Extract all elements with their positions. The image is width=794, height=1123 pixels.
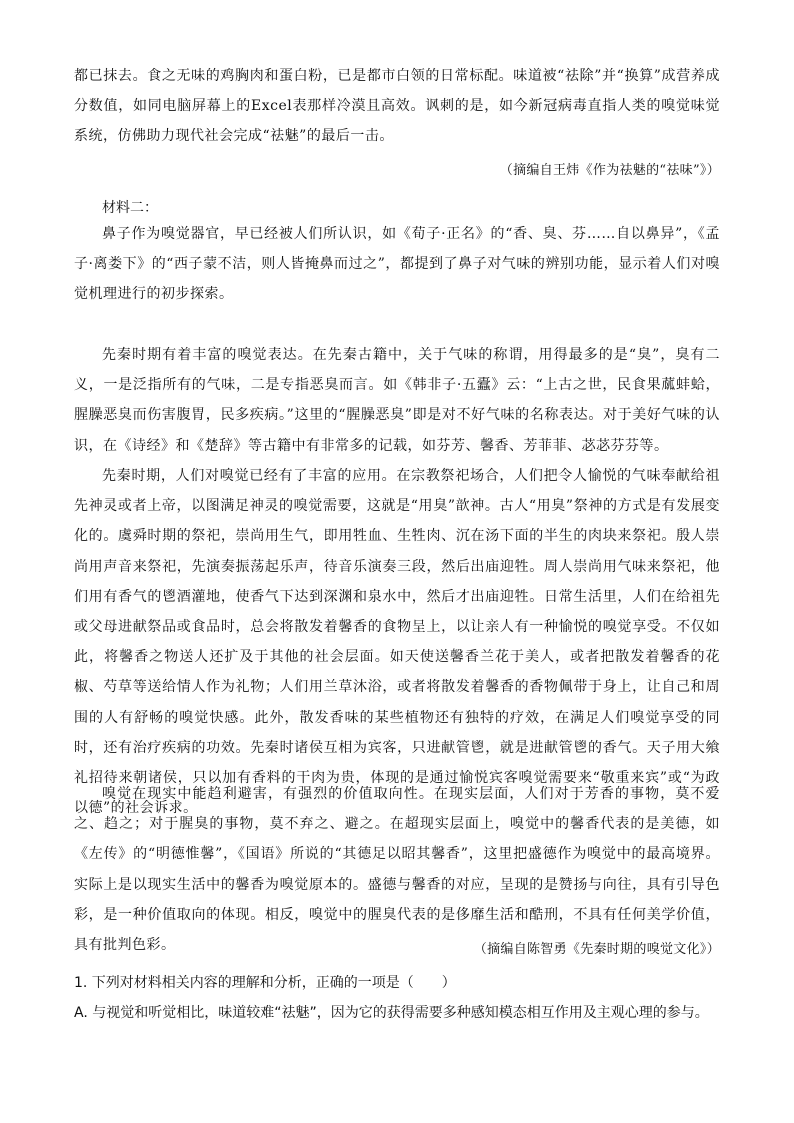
- paragraph-expression: 先秦时期有着丰富的嗅觉表达。在先秦古籍中，关于气味的称谓，用得最多的是“臭”，臭有二义，一是泛指所有的气味，二是专指恶臭而言。如《韩非子·五蠹》云：“上古之世，民食果蓏蚌蛤，腥臊恶臭而伤害腹胃，民多疾病。”这里的“腥臊恶臭”即是对不好气味的名称表达。对于美好气味的认识，在《诗经》和《楚辞》等古籍中有非常多的记载，如芬芳、馨香、芳菲菲、苾苾芬芬等。: [74, 347, 720, 454]
- paragraph-nose: 鼻子作为嗅觉器官，早已经被人们所认识，如《荀子·正名》的“香、臭、芬……自以鼻异”，《孟子·离娄下》的“西子蒙不洁，则人皆掩鼻而过之”，都提到了鼻子对气味的辨别功能，显示着人们对嗅觉机理进行的初步探索。: [74, 226, 720, 303]
- material-two-label: 材料二：: [102, 200, 158, 216]
- source-citation-two: （摘编自陈智勇《先秦时期的嗅觉文化》）: [473, 942, 720, 957]
- question-option-a: A. 与视觉和听觉相比，味道较难“祛魅”，因为它的获得需要多种感知模态相互作用及主观心理的参与。: [74, 1005, 709, 1021]
- source-citation-one: （摘编自王炜《作为祛魅的“祛味”》）: [499, 163, 720, 178]
- paragraph-application: 先秦时期，人们对嗅觉已经有了丰富的应用。在宗教祭祀场合，人们把令人愉悦的气味奉献给祖先神灵或者上帝，以图满足神灵的嗅觉需要，这就是“用臭”歆神。古人“用臭”祭神的方式是有发展变化的。虞舜时期的祭祀，崇尚用生气，即用牲血、生牲肉、沉在汤下面的半生的肉块来祭祀。殷人崇尚用声音来祭祀，先演奏振荡起乐声，待音乐演奏三段，然后出庙迎牲。周人崇尚用气味来祭祀，他们用有香气的鬯酒灌地，使香气下达到深渊和泉水中，然后才出庙迎牲。日常生活里，人们在给祖先或父母进献祭品或食品时，总会将散发着馨香的食物呈上，以让亲人有一种愉悦的嗅觉享受。不仅如此，将馨香之物送人还扩及于其他的社会层面。如天使送馨香兰花于美人，或者把散发着馨香的花椒、芍草等送给情人作为礼物；人们用兰草沐浴，或者将散发着馨香的香物佩带于身上，让自己和周围的人有舒畅的嗅觉快感。此外，散发香味的某些植物还有独特的疗效，在满足人们嗅觉享受的同时，还有治疗疾病的功效。先秦时诸侯互相为宾客，只进献管鬯，就是进献管鬯的香气。天子用大飨礼招待来朝诸侯，只以加有香料的干肉为贵，体现的是通过愉悦宾客嗅觉需要来“敬重来宾”或“为政以德”的社会诉求。: [74, 468, 720, 817]
- question-stem: 1. 下列对材料相关内容的理解和分析，正确的一项是（ ）: [74, 975, 456, 991]
- paragraph-value: 嗅觉在现实中能趋利避害，有强烈的价值取向性。在现实层面，人们对于芳香的事物，莫不爱之、趋之；对于腥臭的事物，莫不弃之、避之。在超现实层面上，嗅觉中的馨香代表的是美德，如《左传》的“明德惟馨”，《国语》所说的“其德足以昭其馨香”，这里把盛德作为嗅觉中的最高境界。实际上是以现实生活中的馨香为嗅觉原本的。盛德与馨香的对应，呈现的是赞扬与向往，具有引导色彩，是一种价值取向的体现。相反，嗅觉中的腥臭代表的是侈靡生活和酷刑，不具有任何美学价值，具有批判色彩。: [74, 786, 720, 954]
- material-one-tail: 都已抹去。食之无味的鸡胸肉和蛋白粉，已是都市白领的日常标配。味道被“祛除”并“换算”成营养成分数值，如同电脑屏幕上的Excel表那样冷漠且高效。讽刺的是，如今新冠病毒直指人类的嗅觉味觉系统，仿佛助力现代社会完成“祛魅”的最后一击。: [74, 68, 720, 145]
